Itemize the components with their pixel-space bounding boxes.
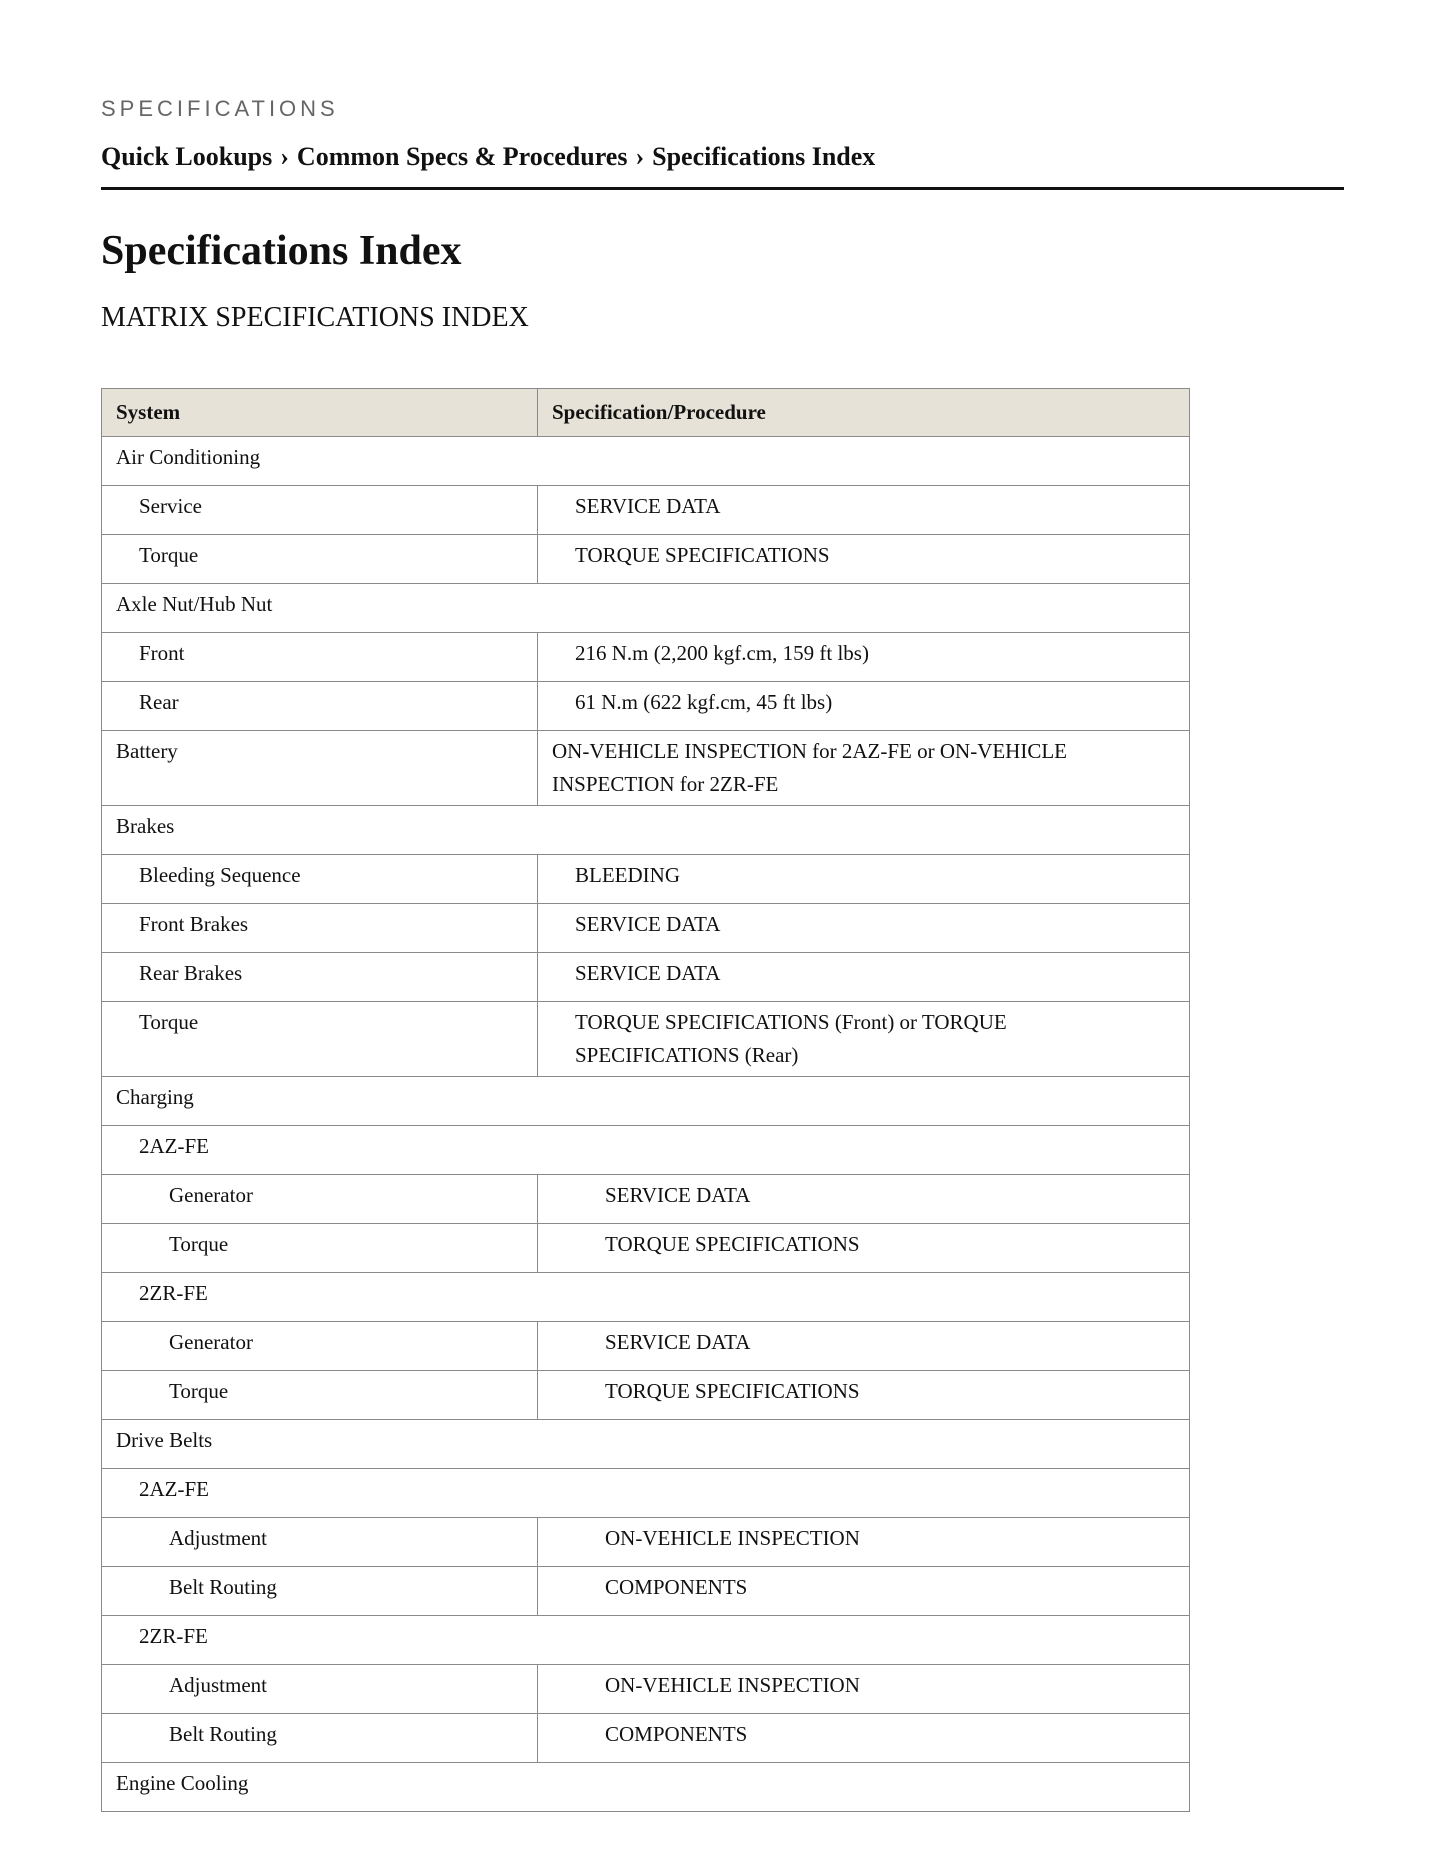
system-cell: Axle Nut/Hub Nut [102, 584, 1190, 633]
system-cell: Torque [102, 1371, 538, 1420]
breadcrumb-item-common-specs[interactable]: Common Specs & Procedures [296, 142, 628, 171]
system-cell: 2ZR-FE [102, 1273, 1190, 1322]
table-row [102, 486, 1190, 535]
spec-link[interactable]: TORQUE SPECIFICATIONS [538, 535, 1190, 584]
system-cell: Rear Brakes [102, 953, 538, 1002]
system-cell: Air Conditioning [102, 437, 1190, 486]
table-row [102, 855, 1190, 904]
breadcrumb [101, 140, 1345, 174]
system-cell: Rear [102, 682, 538, 731]
page-title: Specifications Index [101, 228, 462, 274]
breadcrumb-item-quick-lookups[interactable]: Quick Lookups [101, 142, 273, 171]
table-row [102, 1567, 1190, 1616]
system-cell: Torque [102, 1224, 538, 1273]
section-eyebrow: SPECIFICATIONS [101, 96, 339, 121]
specifications-table [101, 388, 1190, 1812]
spec-link[interactable]: SERVICE DATA [538, 486, 1190, 535]
table-body [102, 437, 1190, 1812]
table-row [102, 1371, 1190, 1420]
table-row [102, 1002, 1190, 1077]
table-row [102, 953, 1190, 1002]
table-group-row [102, 1763, 1190, 1812]
spec-link[interactable]: 61 N.m (622 kgf.cm, 45 ft lbs) [538, 682, 1190, 731]
spec-link[interactable]: SERVICE DATA [538, 1175, 1190, 1224]
table-row [102, 731, 1190, 806]
table-row [102, 1224, 1190, 1273]
system-cell: 2AZ-FE [102, 1126, 1190, 1175]
column-header-system: System [102, 389, 538, 437]
system-cell: Front Brakes [102, 904, 538, 953]
system-cell: Belt Routing [102, 1567, 538, 1616]
system-cell: 2ZR-FE [102, 1616, 1190, 1665]
table-row [102, 904, 1190, 953]
table-group-row [102, 1616, 1190, 1665]
spec-link[interactable]: ON-VEHICLE INSPECTION [538, 1518, 1190, 1567]
system-cell: Belt Routing [102, 1714, 538, 1763]
spec-link[interactable]: SERVICE DATA [538, 1322, 1190, 1371]
system-cell: Torque [102, 535, 538, 584]
system-cell: Bleeding Sequence [102, 855, 538, 904]
table-group-row [102, 1469, 1190, 1518]
system-cell: 2AZ-FE [102, 1469, 1190, 1518]
table-group-row [102, 806, 1190, 855]
system-cell: Battery [102, 731, 538, 806]
table-group-row [102, 1126, 1190, 1175]
system-cell: Generator [102, 1322, 538, 1371]
system-cell: Adjustment [102, 1665, 538, 1714]
spec-link[interactable]: BLEEDING [538, 855, 1190, 904]
system-cell: Adjustment [102, 1518, 538, 1567]
breadcrumb-separator: › [635, 142, 645, 171]
table-row [102, 1714, 1190, 1763]
system-cell: Brakes [102, 806, 1190, 855]
system-cell: Service [102, 486, 538, 535]
table-row [102, 1175, 1190, 1224]
system-cell: Drive Belts [102, 1420, 1190, 1469]
spec-link[interactable]: TORQUE SPECIFICATIONS [538, 1371, 1190, 1420]
system-cell: Charging [102, 1077, 1190, 1126]
table-row [102, 1665, 1190, 1714]
spec-link[interactable]: COMPONENTS [538, 1567, 1190, 1616]
system-cell: Generator [102, 1175, 538, 1224]
header-divider [101, 187, 1344, 190]
spec-link[interactable]: SERVICE DATA [538, 904, 1190, 953]
table-header-row [102, 389, 1190, 437]
table-group-row [102, 1420, 1190, 1469]
column-header-spec: Specification/Procedure [538, 389, 1190, 437]
table-group-row [102, 584, 1190, 633]
table-row [102, 1518, 1190, 1567]
table-group-row [102, 1273, 1190, 1322]
table-row [102, 535, 1190, 584]
table-row [102, 1322, 1190, 1371]
spec-link[interactable]: TORQUE SPECIFICATIONS [538, 1224, 1190, 1273]
spec-link[interactable]: SERVICE DATA [538, 953, 1190, 1002]
table-row [102, 633, 1190, 682]
system-cell: Front [102, 633, 538, 682]
table-group-row [102, 1077, 1190, 1126]
spec-link[interactable]: COMPONENTS [538, 1714, 1190, 1763]
system-cell: Engine Cooling [102, 1763, 1190, 1812]
table-group-row [102, 437, 1190, 486]
spec-link[interactable]: ON-VEHICLE INSPECTION for 2AZ-FE or ON-VEHICLE INSPECTION for 2ZR-FE [538, 731, 1190, 806]
spec-link[interactable]: TORQUE SPECIFICATIONS (Front) or TORQUE SPECIFICATIONS (Rear) [538, 1002, 1190, 1077]
spec-link[interactable]: ON-VEHICLE INSPECTION [538, 1665, 1190, 1714]
spec-link[interactable]: 216 N.m (2,200 kgf.cm, 159 ft lbs) [538, 633, 1190, 682]
page-subtitle: MATRIX SPECIFICATIONS INDEX [101, 302, 529, 333]
table-row [102, 682, 1190, 731]
system-cell: Torque [102, 1002, 538, 1077]
breadcrumb-separator: › [280, 142, 289, 171]
breadcrumb-item-current: Specifications Index [652, 142, 876, 171]
